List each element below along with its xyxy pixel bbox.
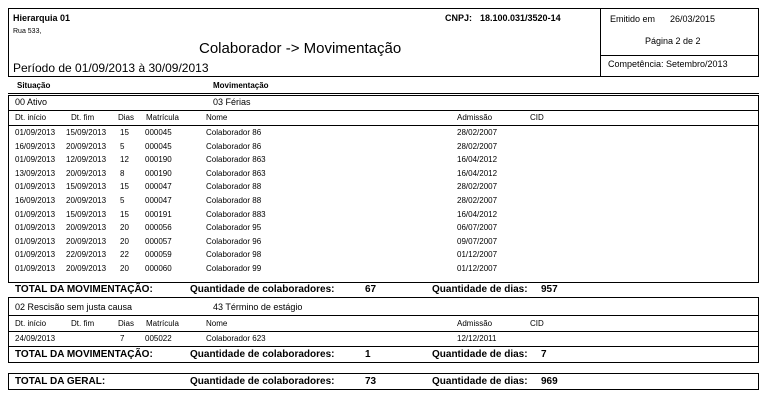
- cell-dt-fim: 15/09/2013: [66, 209, 107, 219]
- cell-admissao: 01/12/2007: [457, 250, 498, 260]
- grand-total-label: TOTAL DA GERAL:: [15, 376, 106, 387]
- table-row: [0, 264, 771, 277]
- grand-total-dias-value: 969: [541, 376, 558, 387]
- cell-dias: 5: [120, 141, 125, 151]
- cnpj-label: CNPJ:: [445, 13, 473, 23]
- total-dias-value: 7: [541, 349, 547, 360]
- cell-nome: Colaborador 863: [206, 168, 266, 178]
- cell-dt-inicio: 01/09/2013: [15, 223, 56, 233]
- total-dias-value: 957: [541, 284, 558, 295]
- column-header-line: [8, 93, 759, 94]
- total-line: [8, 346, 759, 347]
- grand-total-dias-label: Quantidade de dias:: [432, 376, 528, 387]
- cell-dt-fim: 20/09/2013: [66, 264, 107, 273]
- cell-admissao: 06/07/2007: [457, 223, 498, 233]
- table-row: [0, 142, 771, 155]
- cell-dias: 15: [120, 209, 129, 219]
- hdr-dt-inicio: Dt. início: [15, 113, 47, 122]
- hdr-matricula: Matrícula: [146, 319, 179, 328]
- hdr-nome: Nome: [206, 113, 228, 122]
- total-colab-label: Quantidade de colaboradores:: [190, 284, 335, 295]
- emitted-label: Emitido em: [610, 14, 656, 24]
- cell-nome: Colaborador 88: [206, 182, 262, 192]
- cell-dias: 12: [120, 155, 129, 165]
- group-situacao: 00 Ativo: [15, 97, 48, 107]
- cell-admissao: 12/12/2011: [457, 334, 497, 343]
- detail-header-line: [8, 125, 759, 126]
- hdr-dias: Dias: [118, 319, 135, 328]
- table-row: [0, 128, 771, 141]
- hdr-dt-fim: Dt. fim: [71, 319, 95, 328]
- cell-dias: 8: [120, 168, 125, 178]
- cell-dt-inicio: 13/09/2013: [15, 168, 56, 178]
- cell-dias: 20: [120, 264, 129, 273]
- total-line: [8, 282, 759, 283]
- cell-matricula: 005022: [145, 334, 172, 343]
- cell-admissao: 16/04/2012: [457, 168, 498, 178]
- grand-total-colab-value: 73: [365, 376, 377, 387]
- hdr-admissao: Admissão: [457, 113, 493, 122]
- cell-dt-fim: 15/09/2013: [66, 128, 107, 137]
- cell-admissao: 28/02/2007: [457, 182, 498, 192]
- cell-dias: 15: [120, 128, 129, 137]
- company-name: Hierarquia 01: [13, 13, 71, 23]
- cell-dt-fim: 15/09/2013: [66, 182, 107, 192]
- cell-matricula: 000060: [145, 264, 172, 273]
- cell-admissao: 16/04/2012: [457, 209, 498, 219]
- group-rows: [0, 128, 771, 278]
- hdr-matricula: Matrícula: [146, 113, 179, 122]
- cell-nome: Colaborador 86: [206, 141, 262, 151]
- cell-matricula: 000047: [145, 196, 172, 205]
- table-row: [0, 196, 771, 209]
- report-period: Período de 01/09/2013 à 30/09/2013: [13, 61, 209, 75]
- table-row: [0, 250, 771, 263]
- cell-dt-inicio: 01/09/2013: [15, 250, 56, 260]
- cell-dias: 15: [120, 182, 129, 192]
- report-title: Colaborador -> Movimentação: [199, 40, 402, 57]
- detail-header-line: [8, 331, 759, 332]
- cell-dt-inicio: 01/09/2013: [15, 128, 56, 137]
- cell-nome: Colaborador 86: [206, 128, 262, 137]
- grand-total-colab-label: Quantidade de colaboradores:: [190, 376, 335, 387]
- total-colab-value: 67: [365, 284, 377, 295]
- cell-matricula: 000190: [145, 168, 172, 178]
- table-row: [0, 210, 771, 223]
- cell-dt-fim: 20/09/2013: [66, 168, 107, 178]
- cell-nome: Colaborador 863: [206, 155, 266, 165]
- emitted-date: 26/03/2015: [670, 14, 716, 24]
- cell-dt-inicio: 01/09/2013: [15, 209, 56, 219]
- cell-dt-fim: 20/09/2013: [66, 196, 107, 205]
- group-situacao: 02 Rescisão sem justa causa: [15, 302, 133, 312]
- cell-matricula: 000045: [145, 128, 172, 137]
- cell-dt-fim: 12/09/2013: [66, 155, 107, 165]
- cell-nome: Colaborador 96: [206, 236, 262, 246]
- competence: Competência: Setembro/2013: [608, 59, 728, 69]
- cell-nome: Colaborador 88: [206, 196, 262, 205]
- cell-dt-fim: 20/09/2013: [66, 141, 107, 151]
- hdr-dt-inicio: Dt. início: [15, 319, 47, 328]
- cell-dias: 22: [120, 250, 129, 260]
- cell-dt-inicio: 24/09/2013: [15, 334, 56, 343]
- cell-dt-fim: 20/09/2013: [66, 223, 107, 233]
- total-label: TOTAL DA MOVIMENTAÇÃO:: [15, 349, 153, 360]
- cell-matricula: 000045: [145, 141, 172, 151]
- cell-admissao: 09/07/2007: [457, 236, 498, 246]
- header-divider: [600, 8, 601, 77]
- total-label: TOTAL DA MOVIMENTAÇÃO:: [15, 284, 153, 295]
- cell-admissao: 28/02/2007: [457, 196, 498, 205]
- group-divider: [8, 315, 759, 316]
- cell-nome: Colaborador 623: [206, 334, 266, 343]
- cell-matricula: 000057: [145, 236, 172, 246]
- cell-admissao: 28/02/2007: [457, 141, 498, 151]
- hdr-dt-fim: Dt. fim: [71, 113, 95, 122]
- cnpj-value: 18.100.031/3520-14: [480, 13, 561, 23]
- cell-matricula: 000047: [145, 182, 172, 192]
- hdr-nome: Nome: [206, 319, 228, 328]
- cell-dias: 20: [120, 223, 129, 233]
- hdr-admissao: Admissão: [457, 319, 493, 328]
- detail-header: [0, 319, 771, 331]
- cell-dt-inicio: 01/09/2013: [15, 264, 56, 273]
- cell-admissao: 16/04/2012: [457, 155, 498, 165]
- cell-dt-fim: 22/09/2013: [66, 250, 107, 260]
- hdr-dias: Dias: [118, 113, 135, 122]
- total-colab-value: 1: [365, 349, 371, 360]
- total-dias-label: Quantidade de dias:: [432, 349, 528, 360]
- cell-dias: 20: [120, 236, 129, 246]
- col-situacao: Situação: [17, 81, 51, 90]
- cell-dt-inicio: 16/09/2013: [15, 141, 56, 151]
- table-row: [0, 155, 771, 168]
- table-row: [0, 237, 771, 250]
- company-address: Rua 533,: [13, 28, 42, 35]
- group-divider: [8, 110, 759, 111]
- total-colab-label: Quantidade de colaboradores:: [190, 349, 335, 360]
- grand-total-box: [8, 373, 759, 390]
- cell-matricula: 000190: [145, 155, 172, 165]
- table-row: [0, 223, 771, 236]
- cell-dt-inicio: 01/09/2013: [15, 236, 56, 246]
- col-movimentacao: Movimentação: [213, 81, 269, 90]
- total-dias-label: Quantidade de dias:: [432, 284, 528, 295]
- cell-dt-inicio: 01/09/2013: [15, 182, 56, 192]
- cell-dias: 7: [120, 334, 125, 343]
- table-row: [0, 169, 771, 182]
- group-movimentacao: 43 Término de estágio: [213, 302, 303, 312]
- cell-nome: Colaborador 95: [206, 223, 262, 233]
- cell-dt-inicio: 16/09/2013: [15, 196, 56, 205]
- detail-header: [0, 113, 771, 125]
- cell-nome: Colaborador 98: [206, 250, 262, 260]
- page-number: Página 2 de 2: [645, 36, 701, 46]
- cell-admissao: 01/12/2007: [457, 264, 498, 273]
- cell-nome: Colaborador 883: [206, 209, 266, 219]
- cell-nome: Colaborador 99: [206, 264, 262, 273]
- header-right-divider: [600, 55, 759, 56]
- cell-matricula: 000191: [145, 209, 172, 219]
- cell-admissao: 28/02/2007: [457, 128, 498, 137]
- cell-matricula: 000056: [145, 223, 172, 233]
- cell-dias: 5: [120, 196, 125, 205]
- hdr-cid: CID: [530, 319, 544, 328]
- group-movimentacao: 03 Férias: [213, 97, 251, 107]
- cell-dt-inicio: 01/09/2013: [15, 155, 56, 165]
- table-row: [0, 182, 771, 195]
- hdr-cid: CID: [530, 113, 544, 122]
- cell-matricula: 000059: [145, 250, 172, 260]
- cell-dt-fim: 20/09/2013: [66, 236, 107, 246]
